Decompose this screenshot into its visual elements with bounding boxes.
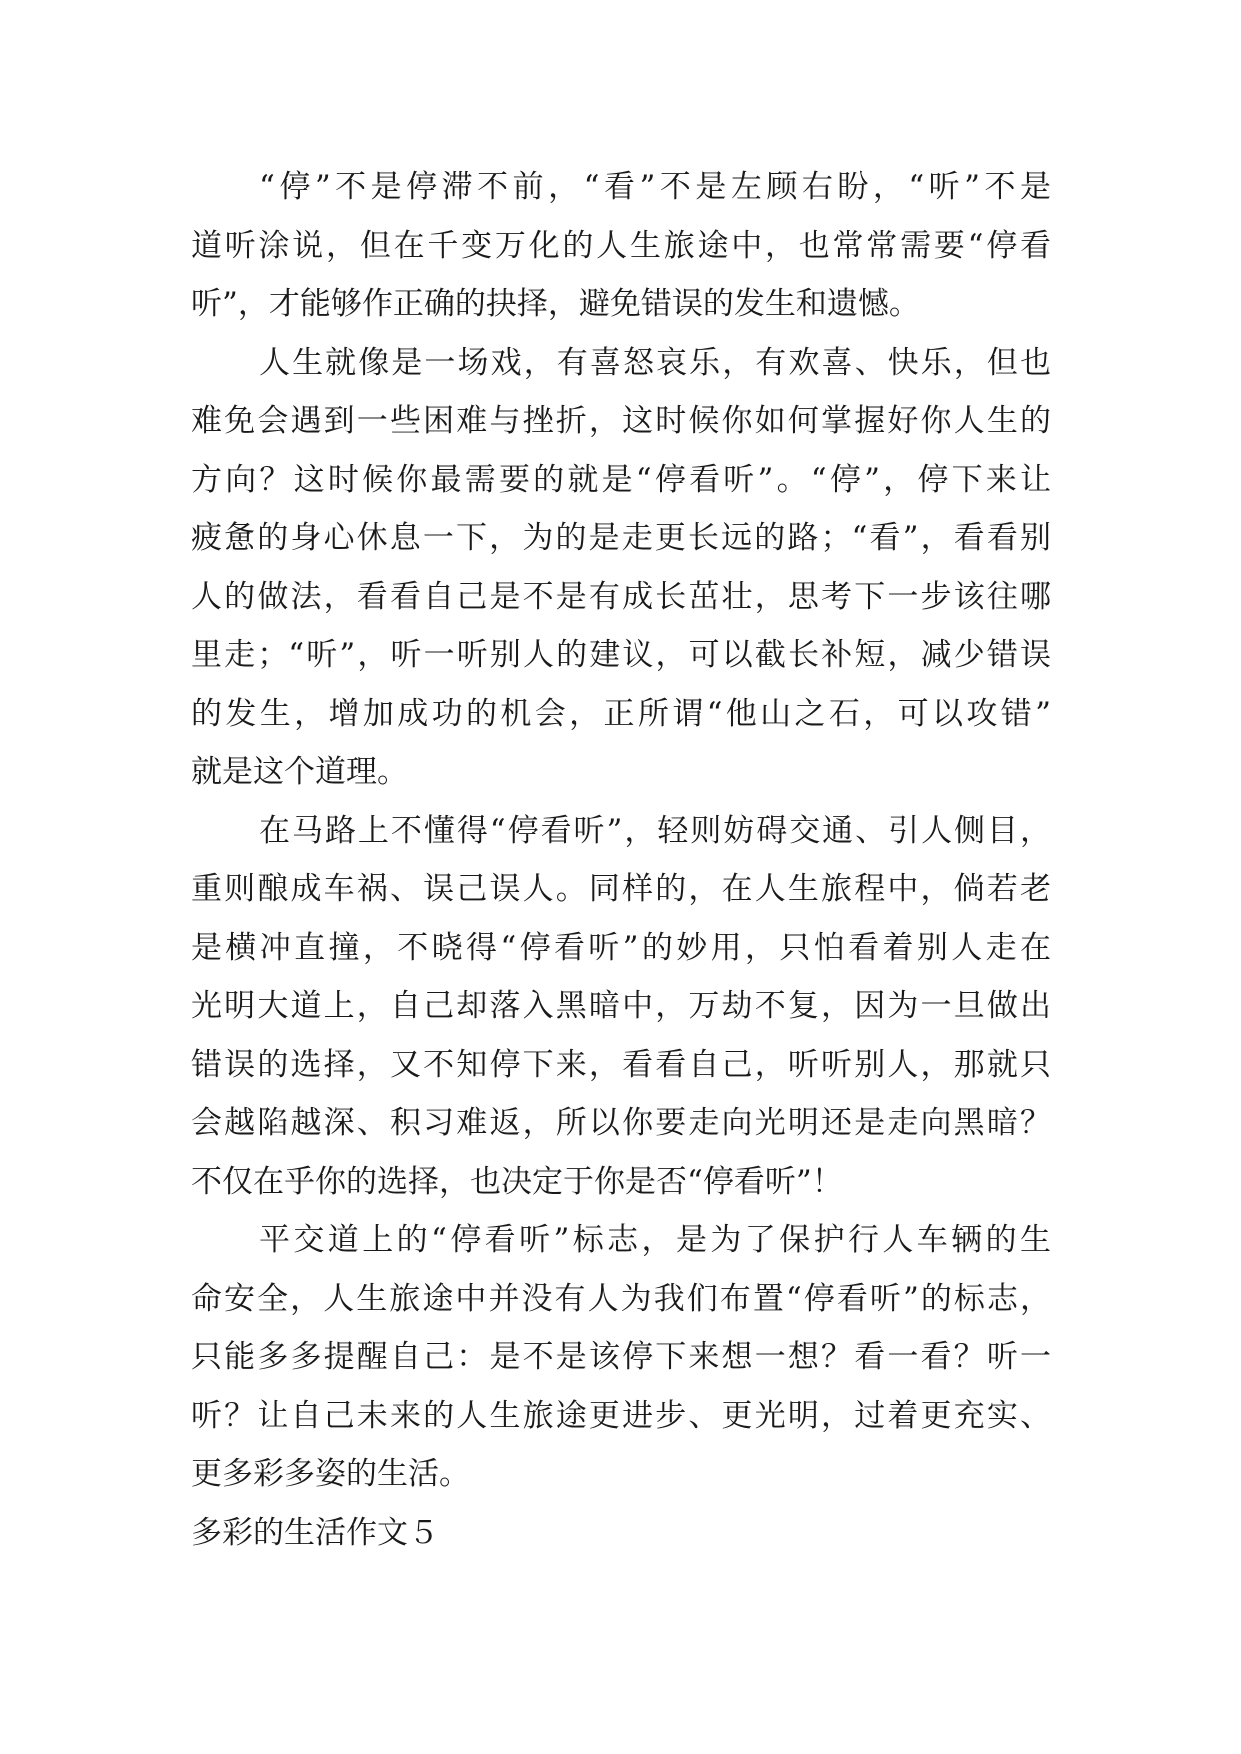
text-line: 人的做法，看看自己是不是有成长茁壮，思考下一步该往哪 (191, 578, 1051, 615)
text-line: 的发生，增加成功的机会，正所谓“他山之石，可以攻错” (191, 695, 1051, 732)
paragraph-3 (191, 802, 1051, 1212)
text-line: 是横冲直撞，不晓得“停看听”的妙用，只怕看着别人走在 (191, 929, 1051, 966)
text-line: 听？让自己未来的人生旅途更进步、更光明，过着更充实、 (191, 1397, 1051, 1434)
paragraph-4 (191, 1211, 1051, 1504)
text-line: 平交道上的“停看听”标志，是为了保护行人车辆的生 (259, 1222, 1051, 1258)
text-line: 难免会遇到一些困难与挫折，这时候你如何掌握好你人生的 (191, 403, 1051, 439)
text-line: 就是这个道理。 (191, 754, 408, 790)
text-line: 里走；“听”，听一听别人的建议，可以截长补短，减少错误 (191, 637, 1051, 673)
text-line: 会越陷越深、积习难返，所以你要走向光明还是走向黑暗？ (191, 1105, 1051, 1141)
paragraph-1 (191, 158, 1051, 334)
text-line: 命安全，人生旅途中并没有人为我们布置“停看听”的标志， (191, 1280, 1051, 1317)
text-line: 道听涂说，但在千变万化的人生旅途中，也常常需要“停看 (191, 227, 1051, 264)
essay-body (191, 158, 1051, 1562)
text-line: “停”不是停滞不前，“看”不是左顾右盼，“听”不是 (259, 169, 1051, 205)
section-heading: 多彩的生活作文５ (191, 1514, 439, 1551)
paragraph-2 (191, 334, 1051, 802)
text-line: 疲惫的身心休息一下，为的是走更长远的路；“看”，看看别 (191, 520, 1051, 556)
text-line: 在马路上不懂得“停看听”，轻则妨碍交通、引人侧目， (259, 812, 1051, 849)
text-line: 人生就像是一场戏，有喜怒哀乐，有欢喜、快乐，但也 (259, 344, 1051, 381)
text-line: 错误的选择，又不知停下来，看看自己，听听别人，那就只 (191, 1046, 1051, 1083)
text-line: 听”，才能够作正确的抉择，避免错误的发生和遗憾。 (191, 286, 920, 322)
text-line: 不仅在乎你的选择，也决定于你是否“停看听”！ (191, 1163, 843, 1200)
text-line: 光明大道上，自己却落入黑暗中，万劫不复，因为一旦做出 (191, 988, 1051, 1024)
text-line: 更多彩多姿的生活。 (191, 1456, 470, 1492)
text-line: 只能多多提醒自己：是不是该停下来想一想？看一看？听一 (191, 1339, 1051, 1375)
text-line: 重则酿成车祸、误己误人。同样的，在人生旅程中，倘若老 (191, 871, 1051, 907)
text-line: 方向？这时候你最需要的就是“停看听”。“停”，停下来让 (191, 461, 1051, 498)
